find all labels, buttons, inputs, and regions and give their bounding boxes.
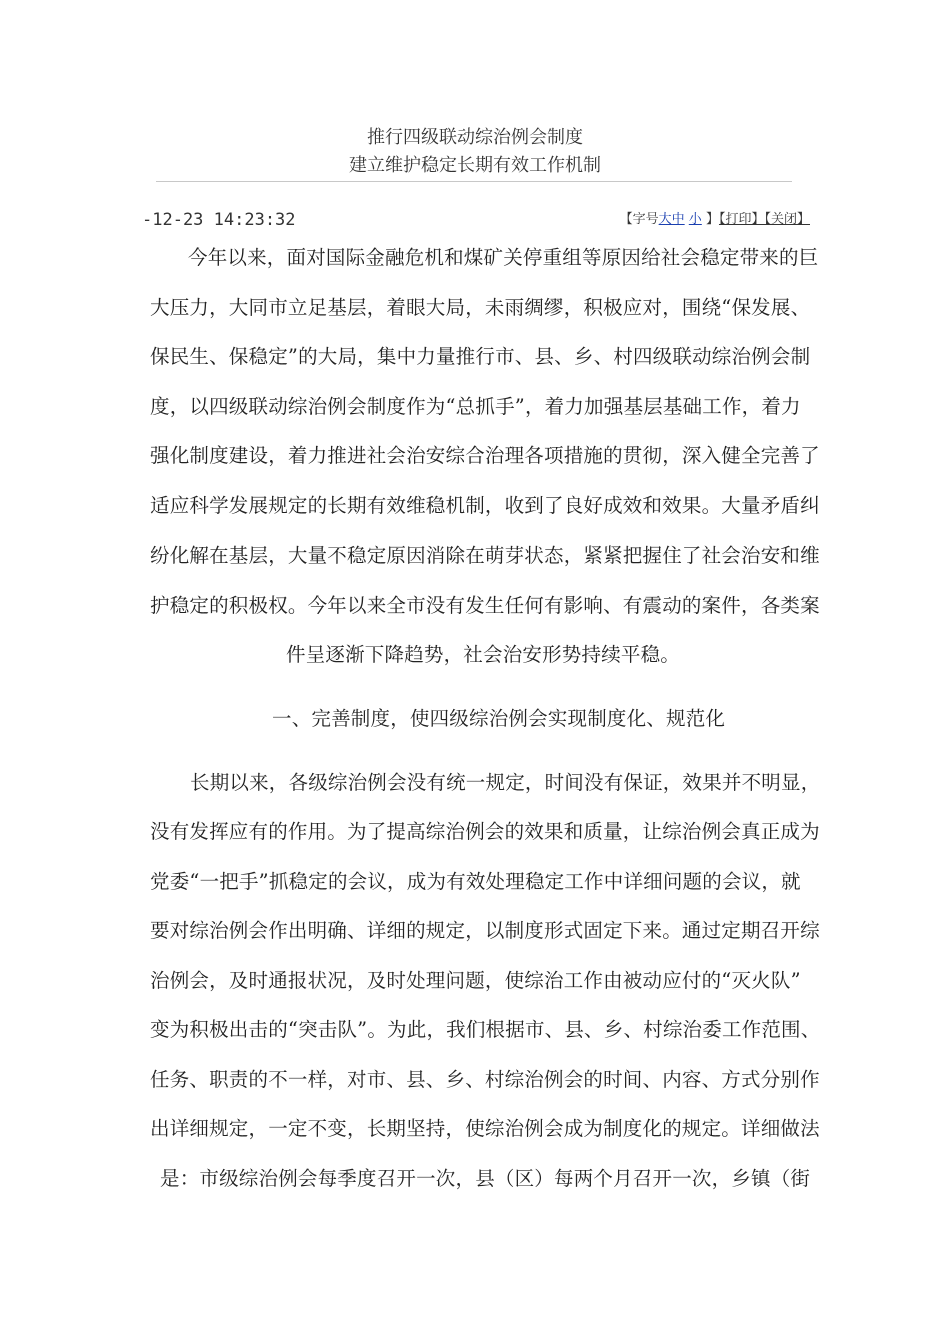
document-title xyxy=(0,124,950,180)
paragraph-line: 要对综治例会作出明确、详细的规定，以制度形式固定下来。通过定期召开综 xyxy=(150,919,820,942)
paragraph-line: 度，以四级联动综治例会制度作为“总抓手”，着力加强基层基础工作，着力 xyxy=(150,395,801,418)
article-toolbar xyxy=(620,208,810,227)
font-size-bracket-close: 】 xyxy=(705,212,719,227)
font-size-large-link[interactable]: 大中 xyxy=(658,212,685,227)
paragraph-line: 出详细规定，一定不变，长期坚持，使综治例会成为制度化的规定。详细做法 xyxy=(150,1117,820,1140)
print-link[interactable]: 【打印】 xyxy=(718,212,765,227)
paragraph-line: 强化制度建设，着力推进社会治安综合治理各项措施的贯彻，深入健全完善了 xyxy=(150,444,820,467)
paragraph-line: 长期以来，各级综治例会没有统一规定，时间没有保证，效果并不明显， xyxy=(190,771,821,794)
paragraph-line: 纷化解在基层，大量不稳定原因消除在萌芽状态，紧紧把握住了社会治安和维 xyxy=(150,544,820,567)
section-heading: 一、完善制度，使四级综治例会实现制度化、规范化 xyxy=(272,707,726,730)
font-size-bracket-open: 【字号 xyxy=(619,212,659,227)
title-line-2: 建立维护稳定长期有效工作机制 xyxy=(349,155,601,176)
paragraph-line: 适应科学发展规定的长期有效维稳机制，收到了良好成效和效果。大量矛盾纠 xyxy=(150,494,820,517)
paragraph-line: 没有发挥应有的作用。为了提高综治例会的效果和质量，让综治例会真正成为 xyxy=(150,820,820,843)
close-link[interactable]: 【关闭】 xyxy=(764,212,810,227)
paragraph-line: 大压力，大同市立足基层，着眼大局，未雨绸缪，积极应对，围绕“保发展、 xyxy=(150,296,811,319)
paragraph-line: 变为积极出击的“突击队”。为此，我们根据市、县、乡、村综治委工作范围、 xyxy=(150,1018,821,1041)
title-line-1: 推行四级联动综治例会制度 xyxy=(367,127,583,148)
paragraph-line: 任务、职责的不一样，对市、县、乡、村综治例会的时间、内容、方式分别作 xyxy=(150,1068,820,1091)
title-divider xyxy=(156,181,792,182)
paragraph-line: 护稳定的积极权。今年以来全市没有发生任何有影响、有震动的案件，各类案 xyxy=(150,594,820,617)
paragraph-line: 党委“一把手”抓稳定的会议，成为有效处理稳定工作中详细问题的会议，就 xyxy=(150,870,801,893)
font-size-small-link[interactable]: 小 xyxy=(688,212,702,227)
paragraph-line: 治例会，及时通报状况，及时处理问题，使综治工作由被动应付的“灭火队” xyxy=(150,969,801,992)
paragraph-line: 今年以来，面对国际金融危机和煤矿关停重组等原因给社会稳定带来的巨 xyxy=(188,246,819,269)
paragraph-line: 是：市级综治例会每季度召开一次，县（区）每两个月召开一次，乡镇（街 xyxy=(160,1167,811,1190)
publish-timestamp: -12-23 14:23:32 xyxy=(142,210,296,230)
paragraph-line: 保民生、保稳定”的大局，集中力量推行市、县、乡、村四级联动综治例会制 xyxy=(150,345,811,368)
paragraph-line: 件呈逐渐下降趋势，社会治安形势持续平稳。 xyxy=(286,643,681,666)
